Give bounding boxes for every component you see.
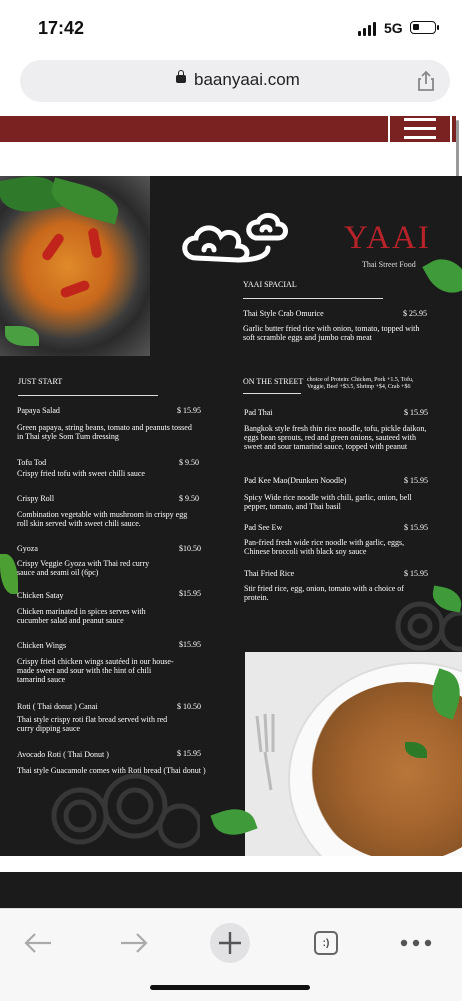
tabs-icon: :) bbox=[314, 931, 338, 955]
menu-item-price: $ 15.95 bbox=[404, 523, 428, 532]
menu-item-desc: Garlic butter fried rice with onion, tomato, topped with soft scramble eggs and jumbo crab meat bbox=[243, 324, 420, 342]
menu-item-name: Thai Fried Rice bbox=[244, 569, 295, 578]
back-button[interactable] bbox=[18, 923, 58, 963]
menu-item-price: $ 9.50 bbox=[179, 458, 199, 467]
plus-icon bbox=[217, 930, 243, 956]
menu-item-desc: Spicy Wide rice noodle with chili, garlic, onion, bell pepper, tomato, and Thai basil bbox=[244, 493, 412, 511]
menu-item-name: Chicken Wings bbox=[17, 641, 67, 650]
menu-item-price: $15.95 bbox=[179, 640, 201, 649]
menu-item-price: $ 15.95 bbox=[404, 476, 428, 485]
menu-item-desc: Crispy fried chicken wings sautéed in our house-made sweet and sour with the hint of chili tamarind sauce bbox=[17, 657, 174, 684]
new-tab-button[interactable] bbox=[210, 923, 250, 963]
menu-item-price: $ 15.95 bbox=[404, 569, 428, 578]
menu-item-name: Chicken Satay bbox=[17, 591, 64, 600]
menu-item-price: $ 15.95 bbox=[177, 749, 201, 758]
menu-item-desc: Thai style crispy roti flat bread served with red curry dipping sauce bbox=[17, 715, 168, 733]
menu-item-name: Pad Thai bbox=[244, 408, 273, 417]
menu-item-name: Crispy Roll bbox=[17, 494, 55, 503]
scrollbar[interactable] bbox=[456, 120, 459, 180]
share-icon[interactable] bbox=[416, 70, 436, 92]
menu-item-desc: Pan-fried fresh wide rice noodle with garlic, eggs, Chinese broccoli with black soy sauce bbox=[244, 538, 405, 556]
address-bar[interactable] bbox=[20, 60, 450, 102]
menu-item-name: Papaya Salad bbox=[17, 406, 60, 415]
menu-item-name: Thai Style Crab Omurice bbox=[243, 309, 324, 318]
menu-item-price: $ 15.95 bbox=[404, 408, 428, 417]
cloud-logo-icon bbox=[176, 208, 294, 270]
menu-item-desc: Bangkok style fresh thin rice noodle, tofu, pickle daikon, eggs bean sprouts, red and green onions, sauteed with sweet and sour tamarind sauce, topped with peanut bbox=[244, 424, 427, 451]
network-type: 5G bbox=[384, 20, 403, 36]
menu-board bbox=[0, 176, 462, 856]
basil-leaf-icon bbox=[422, 250, 462, 302]
home-indicator[interactable] bbox=[150, 985, 310, 990]
more-dots-icon bbox=[400, 939, 432, 947]
menu-item-desc: Crispy Veggie Gyoza with Thai red curry sauce and seami oil (6pc) bbox=[17, 559, 150, 577]
menu-item-price: $ 15.95 bbox=[177, 406, 201, 415]
menu-item-desc: Thai style Guacamole comes with Roti bread (Thai donut ) bbox=[17, 766, 206, 775]
menu-item-price: $ 10.50 bbox=[177, 702, 201, 711]
section-heading-street: ON THE STREET bbox=[243, 377, 304, 386]
menu-item-desc: Stir fried rice, egg, onion, tomato with a choice of protein. bbox=[244, 584, 404, 602]
more-menu-button[interactable] bbox=[396, 923, 436, 963]
tabs-button[interactable] bbox=[306, 923, 346, 963]
fork-icon bbox=[251, 712, 287, 792]
divider bbox=[18, 395, 158, 396]
status-bar bbox=[0, 0, 462, 56]
menu-hamburger-icon[interactable] bbox=[388, 116, 452, 142]
section-heading-special: YAAI SPACIAL bbox=[243, 280, 297, 289]
divider bbox=[243, 298, 383, 299]
curry-dish-photo bbox=[0, 176, 150, 356]
menu-item-name: Avocado Roti ( Thai Donut ) bbox=[17, 750, 109, 759]
forward-arrow-icon bbox=[119, 932, 149, 954]
menu-item-desc: Chicken marinated in spices serves with cucumber salad and peanut sauce bbox=[17, 607, 146, 625]
cloud-pattern-icon bbox=[40, 766, 200, 856]
menu-item-name: Tofu Tod bbox=[17, 458, 47, 467]
menu-item-price: $ 25.95 bbox=[403, 309, 427, 318]
chili-leaf-icon bbox=[0, 554, 18, 594]
menu-item-desc: Combination vegetable with mushroom in crispy egg roll skin served with sweet chili sauce. bbox=[17, 510, 188, 528]
divider bbox=[243, 393, 301, 394]
protein-note: choice of Protein: Chicken, Pork +1.5, Tofu, Veggie, Beef +$3.5, Shrimp +$4, Crab +$6 bbox=[307, 377, 414, 390]
signal-icon bbox=[358, 22, 378, 36]
menu-item-desc: Green papaya, string beans, tomato and peanuts tossed in Thai style Som Tum dressing bbox=[17, 423, 192, 441]
footer-bar bbox=[0, 872, 462, 908]
lock-icon bbox=[176, 75, 186, 83]
menu-item-desc: Crispy fried tofu with sweet chilli sauce bbox=[17, 469, 145, 478]
back-arrow-icon bbox=[23, 932, 53, 954]
menu-item-name: Roti ( Thai donut ) Canai bbox=[17, 702, 98, 711]
forward-button[interactable] bbox=[114, 923, 154, 963]
url-text[interactable]: baanyaai.com bbox=[194, 70, 300, 89]
menu-item-price: $15.95 bbox=[179, 589, 201, 598]
menu-item-price: $10.50 bbox=[179, 544, 201, 553]
brand-subtitle: Thai Street Food bbox=[362, 260, 416, 269]
menu-item-price: $ 9.50 bbox=[179, 494, 199, 503]
noodle-dish-photo bbox=[245, 652, 462, 856]
section-heading-start: JUST START bbox=[18, 377, 63, 386]
menu-item-name: Pad See Ew bbox=[244, 523, 283, 532]
brand-logo-text: YAAI bbox=[344, 220, 431, 256]
menu-item-name: Pad Kee Mao(Drunken Noodle) bbox=[244, 476, 347, 485]
clock: 17:42 bbox=[38, 18, 85, 38]
menu-item-name: Gyoza bbox=[17, 544, 38, 553]
battery-icon bbox=[410, 21, 436, 34]
